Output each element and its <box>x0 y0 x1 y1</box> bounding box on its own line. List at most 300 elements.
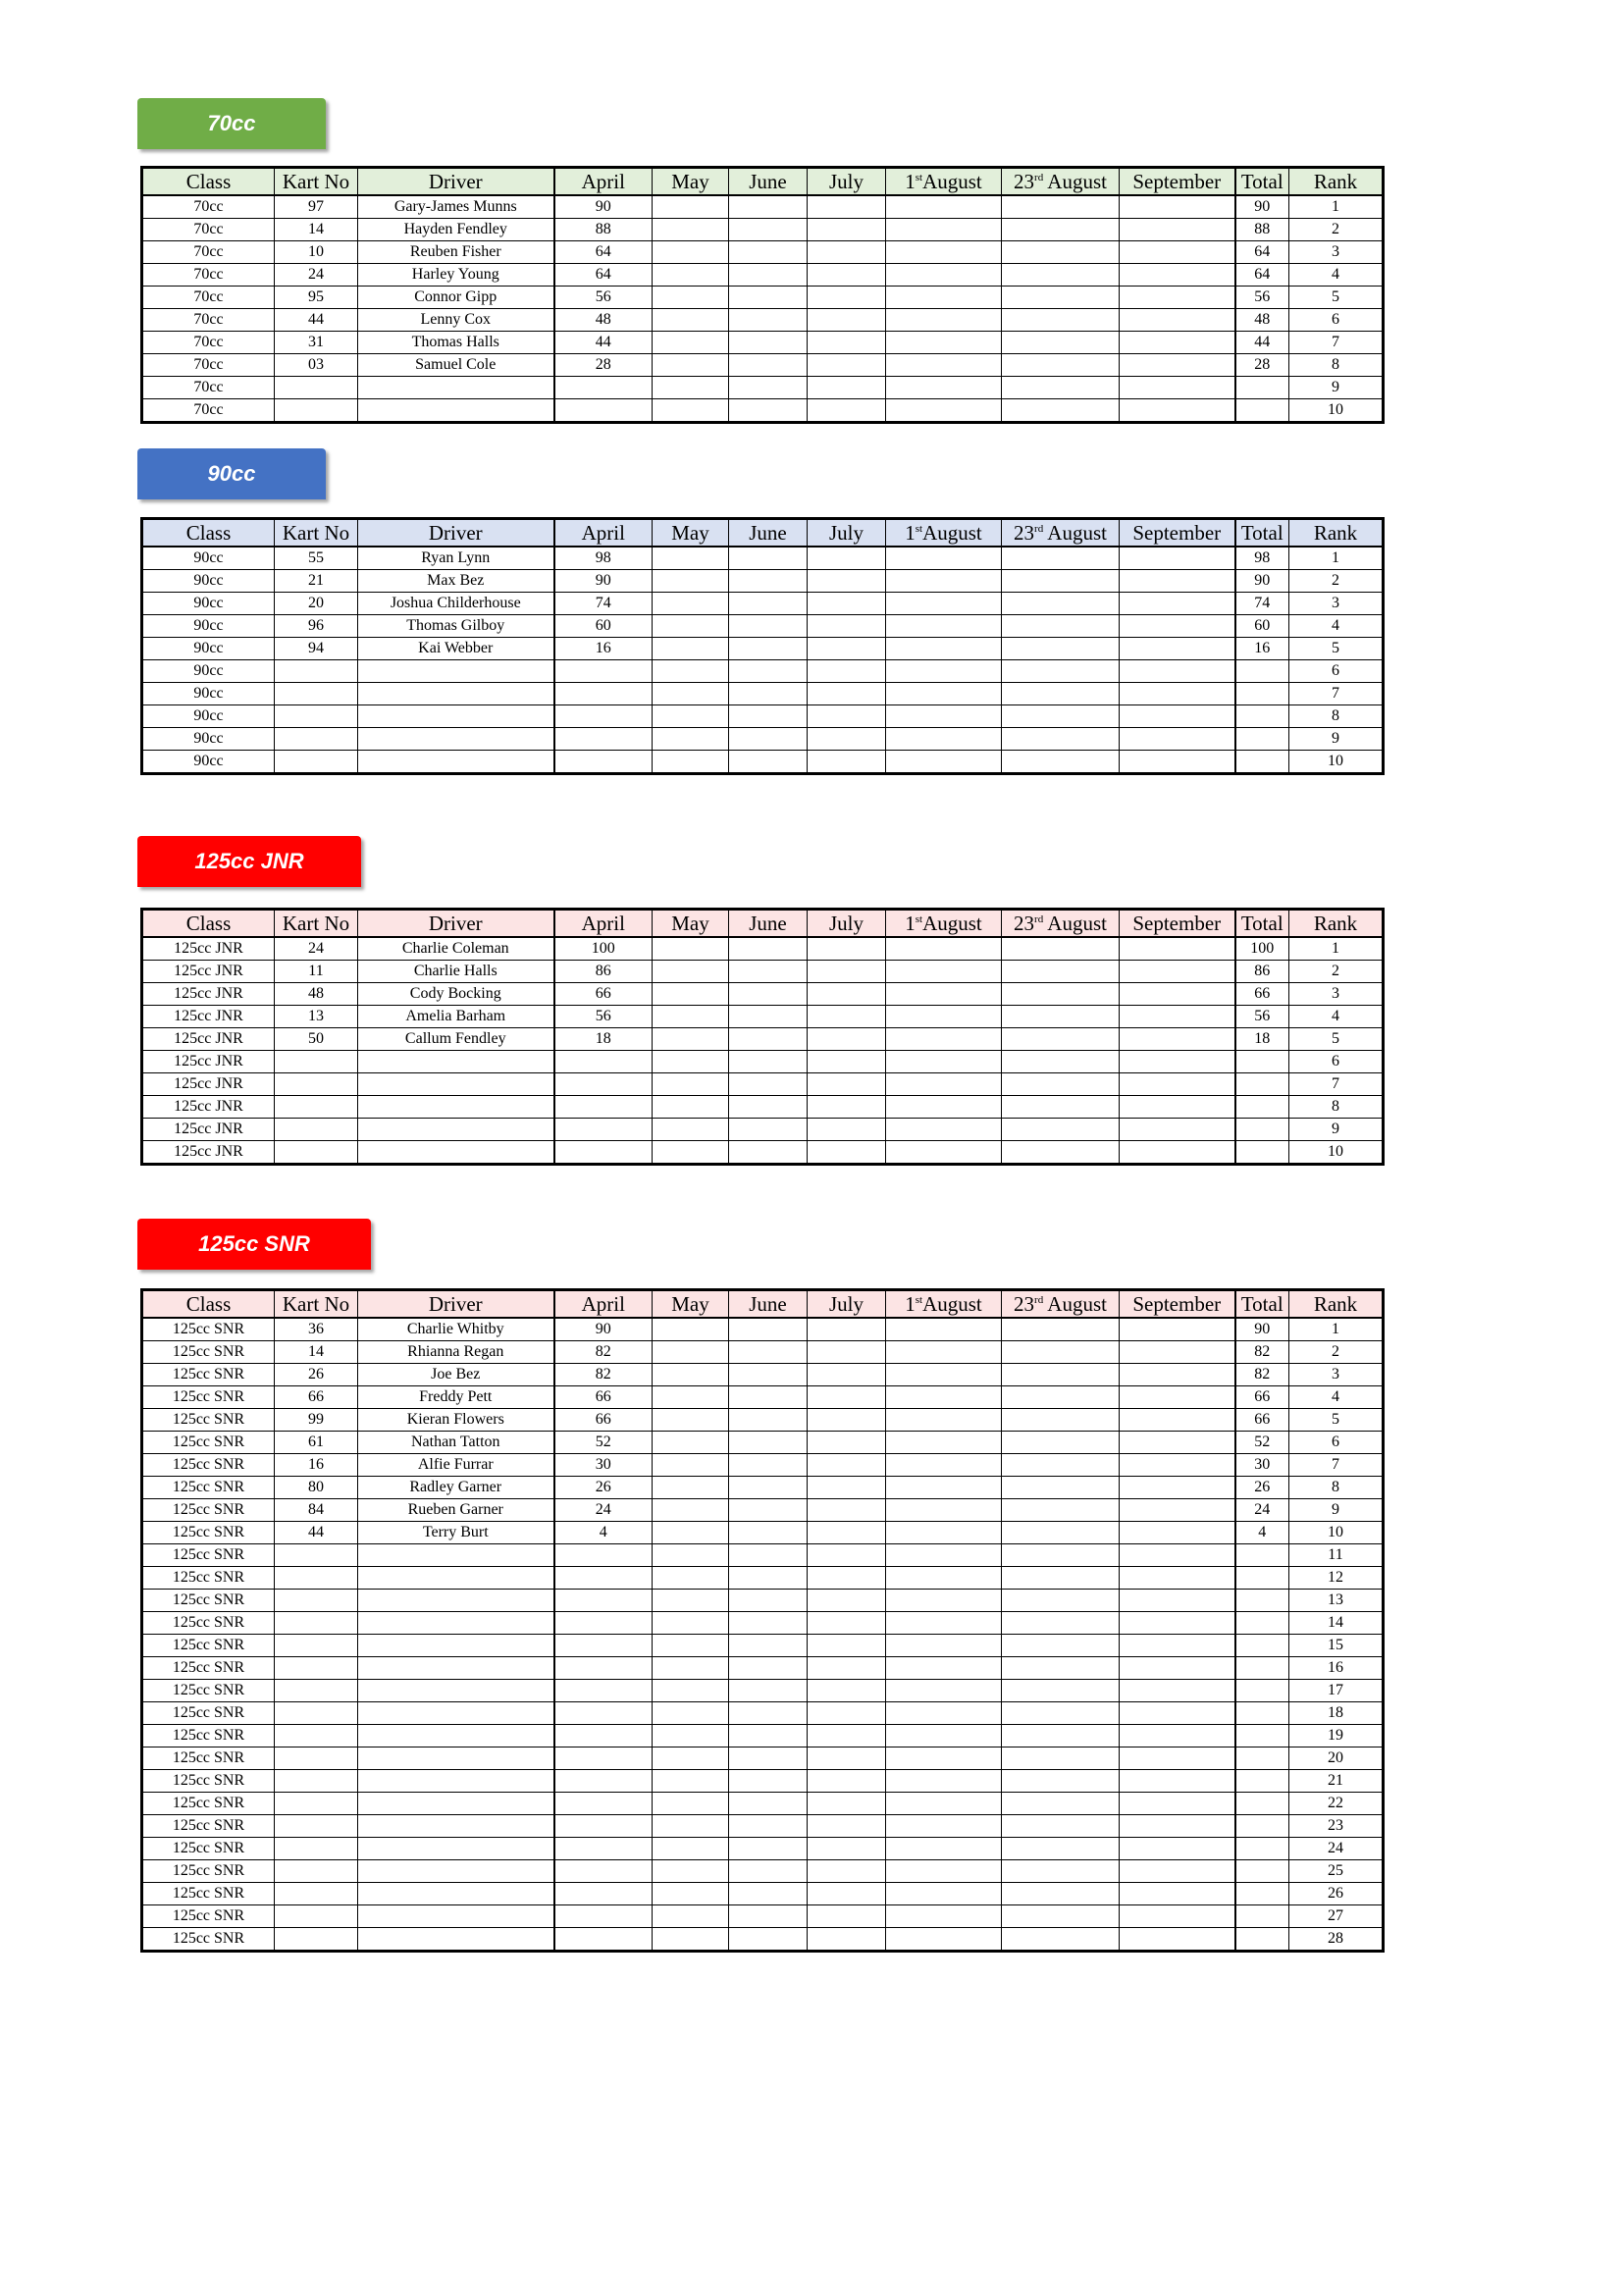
header-label: Driver <box>428 170 483 193</box>
may-cell <box>653 705 729 728</box>
june-cell <box>729 1522 808 1544</box>
driver-cell <box>358 1544 554 1567</box>
april-cell: 88 <box>554 219 653 241</box>
aug1-cell <box>886 1073 1002 1096</box>
class-cell: 125cc SNR <box>142 1905 275 1928</box>
june-cell <box>729 751 808 774</box>
total-cell <box>1235 1860 1289 1883</box>
june-cell <box>729 1635 808 1657</box>
header-label: July <box>828 521 864 545</box>
table-row <box>142 1567 1384 1590</box>
kart-no-cell: 10 <box>275 241 358 264</box>
rank-cell: 4 <box>1289 615 1384 638</box>
june-cell <box>729 683 808 705</box>
class-cell: 125cc SNR <box>142 1499 275 1522</box>
total-cell: 90 <box>1235 195 1289 219</box>
driver-cell <box>358 377 554 399</box>
september-cell <box>1120 309 1235 332</box>
aug1-cell <box>886 660 1002 683</box>
aug1-cell <box>886 1860 1002 1883</box>
july-cell <box>808 1770 886 1793</box>
rank-cell: 2 <box>1289 1341 1384 1364</box>
header-row <box>142 910 1384 938</box>
june-cell <box>729 354 808 377</box>
aug1-cell <box>886 1657 1002 1680</box>
aug1-cell <box>886 1318 1002 1341</box>
class-cell: 125cc SNR <box>142 1454 275 1477</box>
aug1-cell <box>886 377 1002 399</box>
april-cell <box>554 1635 653 1657</box>
september-cell <box>1120 1770 1235 1793</box>
header-label: June <box>749 170 787 193</box>
aug23-cell <box>1002 1119 1120 1141</box>
aug23-cell <box>1002 1860 1120 1883</box>
table-row <box>142 1409 1384 1432</box>
april-cell <box>554 399 653 423</box>
june-cell <box>729 1838 808 1860</box>
table-row <box>142 1770 1384 1793</box>
aug23-header <box>1002 910 1120 938</box>
june-cell <box>729 1119 808 1141</box>
april-cell <box>554 683 653 705</box>
kart-no-cell <box>275 1612 358 1635</box>
table-row <box>142 1612 1384 1635</box>
table-row <box>142 1028 1384 1051</box>
may-cell <box>653 961 729 983</box>
aug23-cell <box>1002 399 1120 423</box>
rank-cell: 26 <box>1289 1883 1384 1905</box>
driver-cell: Rueben Garner <box>358 1499 554 1522</box>
driver-cell: Ryan Lynn <box>358 547 554 570</box>
class-cell: 70cc <box>142 195 275 219</box>
kart-no-cell <box>275 1702 358 1725</box>
rank-cell: 3 <box>1289 983 1384 1006</box>
table-row <box>142 241 1384 264</box>
aug1-cell <box>886 1747 1002 1770</box>
kart-no-cell: 99 <box>275 1409 358 1432</box>
table-row <box>142 547 1384 570</box>
rank-cell: 13 <box>1289 1590 1384 1612</box>
class-cell: 125cc JNR <box>142 1051 275 1073</box>
driver-cell: Amelia Barham <box>358 1006 554 1028</box>
aug1-cell <box>886 1006 1002 1028</box>
july-cell <box>808 1522 886 1544</box>
driver-header <box>358 1290 554 1319</box>
header-label: May <box>671 1292 709 1316</box>
september-cell <box>1120 1590 1235 1612</box>
kart-no-cell: 97 <box>275 195 358 219</box>
july-cell <box>808 705 886 728</box>
april-cell <box>554 1725 653 1747</box>
results-table-125cc-snr <box>140 1288 1385 1953</box>
september-cell <box>1120 1073 1235 1096</box>
driver-cell <box>358 1905 554 1928</box>
aug1-cell <box>886 195 1002 219</box>
table-row <box>142 1432 1384 1454</box>
april-cell <box>554 1883 653 1905</box>
aug23-cell <box>1002 683 1120 705</box>
total-cell: 66 <box>1235 1386 1289 1409</box>
may-cell <box>653 1522 729 1544</box>
kart-no-cell <box>275 1635 358 1657</box>
class-cell: 125cc SNR <box>142 1318 275 1341</box>
aug1-cell <box>886 1364 1002 1386</box>
september-cell <box>1120 1612 1235 1635</box>
may-cell <box>653 1747 729 1770</box>
rank-cell: 25 <box>1289 1860 1384 1883</box>
table-row <box>142 1838 1384 1860</box>
aug23-cell <box>1002 264 1120 287</box>
july-cell <box>808 399 886 423</box>
aug23-header <box>1002 168 1120 196</box>
aug23-cell <box>1002 241 1120 264</box>
total-cell: 26 <box>1235 1477 1289 1499</box>
july-cell <box>808 1702 886 1725</box>
table-row <box>142 1341 1384 1364</box>
class-cell: 125cc SNR <box>142 1409 275 1432</box>
driver-cell: Thomas Halls <box>358 332 554 354</box>
september-cell <box>1120 1341 1235 1364</box>
section-title: 70cc <box>207 111 256 135</box>
total-cell <box>1235 1141 1289 1165</box>
total-cell: 52 <box>1235 1432 1289 1454</box>
may-cell <box>653 1612 729 1635</box>
aug23-cell <box>1002 1702 1120 1725</box>
september-cell <box>1120 1567 1235 1590</box>
class-cell: 90cc <box>142 547 275 570</box>
rank-cell: 15 <box>1289 1635 1384 1657</box>
september-cell <box>1120 1905 1235 1928</box>
driver-cell <box>358 1051 554 1073</box>
driver-cell: Rhianna Regan <box>358 1341 554 1364</box>
may-cell <box>653 1928 729 1952</box>
table-row <box>142 1793 1384 1815</box>
table-row <box>142 332 1384 354</box>
header-prefix: 1 <box>905 521 916 545</box>
june-cell <box>729 1657 808 1680</box>
aug1-cell <box>886 1432 1002 1454</box>
may-cell <box>653 1905 729 1928</box>
may-cell <box>653 309 729 332</box>
driver-cell <box>358 1815 554 1838</box>
aug23-cell <box>1002 660 1120 683</box>
kart-no-cell <box>275 1928 358 1952</box>
total-header <box>1235 168 1289 196</box>
header-label: June <box>749 912 787 935</box>
table-row <box>142 570 1384 593</box>
header-label: Rank <box>1313 521 1358 545</box>
june-cell <box>729 1341 808 1364</box>
driver-cell <box>358 1725 554 1747</box>
driver-cell <box>358 1096 554 1119</box>
header-ordinal: st <box>915 523 923 535</box>
rank-cell: 6 <box>1289 1051 1384 1073</box>
kart-no-cell: 14 <box>275 1341 358 1364</box>
may-cell <box>653 399 729 423</box>
september-cell <box>1120 1006 1235 1028</box>
table-row <box>142 1051 1384 1073</box>
class-cell: 90cc <box>142 751 275 774</box>
table-row <box>142 287 1384 309</box>
july-cell <box>808 1883 886 1905</box>
class-cell: 125cc SNR <box>142 1883 275 1905</box>
april-cell: 44 <box>554 332 653 354</box>
driver-cell <box>358 1567 554 1590</box>
driver-cell <box>358 1860 554 1883</box>
july-cell <box>808 1119 886 1141</box>
kart-no-cell: 94 <box>275 638 358 660</box>
april-header <box>554 519 653 548</box>
aug1-cell <box>886 751 1002 774</box>
class-cell: 125cc SNR <box>142 1544 275 1567</box>
september-cell <box>1120 615 1235 638</box>
july-cell <box>808 332 886 354</box>
rank-cell: 1 <box>1289 195 1384 219</box>
aug1-cell <box>886 983 1002 1006</box>
rank-cell: 23 <box>1289 1815 1384 1838</box>
may-cell <box>653 1477 729 1499</box>
class-cell: 125cc SNR <box>142 1680 275 1702</box>
aug1-cell <box>886 1119 1002 1141</box>
driver-header <box>358 168 554 196</box>
kart-no-header <box>275 910 358 938</box>
kart-no-cell <box>275 1905 358 1928</box>
driver-cell: Cody Bocking <box>358 983 554 1006</box>
april-cell: 74 <box>554 593 653 615</box>
header-prefix: 1 <box>905 1292 916 1316</box>
aug1-cell <box>886 1612 1002 1635</box>
july-cell <box>808 1612 886 1635</box>
kart-no-cell: 11 <box>275 961 358 983</box>
april-cell <box>554 1073 653 1096</box>
may-cell <box>653 1702 729 1725</box>
september-cell <box>1120 1928 1235 1952</box>
table-row <box>142 983 1384 1006</box>
aug1-cell <box>886 1341 1002 1364</box>
rank-cell: 9 <box>1289 377 1384 399</box>
july-cell <box>808 1657 886 1680</box>
aug1-cell <box>886 1905 1002 1928</box>
header-label: Total <box>1240 912 1283 935</box>
section-tab-125cc-jnr <box>137 836 361 887</box>
aug1-cell <box>886 1702 1002 1725</box>
aug1-cell <box>886 1096 1002 1119</box>
july-header <box>808 1290 886 1319</box>
kart-no-cell <box>275 1770 358 1793</box>
rank-cell: 18 <box>1289 1702 1384 1725</box>
kart-no-cell <box>275 1657 358 1680</box>
april-cell: 90 <box>554 195 653 219</box>
rank-cell: 1 <box>1289 937 1384 961</box>
class-cell: 70cc <box>142 399 275 423</box>
aug23-cell <box>1002 1770 1120 1793</box>
class-header <box>142 1290 275 1319</box>
september-cell <box>1120 961 1235 983</box>
total-cell <box>1235 1905 1289 1928</box>
may-cell <box>653 937 729 961</box>
header-prefix: 1 <box>905 912 916 935</box>
class-cell: 70cc <box>142 241 275 264</box>
aug23-cell <box>1002 195 1120 219</box>
kart-no-cell <box>275 1838 358 1860</box>
september-cell <box>1120 1409 1235 1432</box>
header-prefix: 23 <box>1014 1292 1035 1316</box>
june-cell <box>729 1006 808 1028</box>
rank-cell: 1 <box>1289 547 1384 570</box>
rank-cell: 12 <box>1289 1567 1384 1590</box>
section-tab-125cc-snr <box>137 1219 371 1270</box>
kart-no-cell: 24 <box>275 264 358 287</box>
kart-no-cell: 13 <box>275 1006 358 1028</box>
class-cell: 125cc JNR <box>142 1096 275 1119</box>
july-cell <box>808 1793 886 1815</box>
header-label: Class <box>185 170 232 193</box>
july-cell <box>808 1499 886 1522</box>
rank-cell: 14 <box>1289 1612 1384 1635</box>
total-cell: 66 <box>1235 983 1289 1006</box>
aug23-cell <box>1002 751 1120 774</box>
header-label: August <box>922 521 982 545</box>
may-cell <box>653 287 729 309</box>
aug23-cell <box>1002 1905 1120 1928</box>
july-cell <box>808 683 886 705</box>
september-cell <box>1120 570 1235 593</box>
september-cell <box>1120 1860 1235 1883</box>
june-cell <box>729 287 808 309</box>
header-label: Kart No <box>282 912 350 935</box>
total-cell <box>1235 399 1289 423</box>
may-cell <box>653 241 729 264</box>
table-row <box>142 1725 1384 1747</box>
rank-cell: 9 <box>1289 1119 1384 1141</box>
july-cell <box>808 1073 886 1096</box>
rank-cell: 16 <box>1289 1657 1384 1680</box>
september-cell <box>1120 1364 1235 1386</box>
aug23-cell <box>1002 377 1120 399</box>
driver-cell <box>358 751 554 774</box>
header-label: Rank <box>1313 912 1358 935</box>
kart-no-cell: 66 <box>275 1386 358 1409</box>
class-cell: 90cc <box>142 728 275 751</box>
kart-no-cell: 50 <box>275 1028 358 1051</box>
rank-cell: 6 <box>1289 1432 1384 1454</box>
july-cell <box>808 1096 886 1119</box>
aug1-cell <box>886 1590 1002 1612</box>
june-cell <box>729 1680 808 1702</box>
september-cell <box>1120 683 1235 705</box>
class-cell: 125cc SNR <box>142 1793 275 1815</box>
kart-no-cell: 03 <box>275 354 358 377</box>
class-cell: 125cc SNR <box>142 1432 275 1454</box>
september-cell <box>1120 1883 1235 1905</box>
driver-cell <box>358 1793 554 1815</box>
september-cell <box>1120 1432 1235 1454</box>
class-header <box>142 519 275 548</box>
rank-cell: 8 <box>1289 1096 1384 1119</box>
september-cell <box>1120 354 1235 377</box>
total-cell: 74 <box>1235 593 1289 615</box>
table-row <box>142 1141 1384 1165</box>
aug23-cell <box>1002 287 1120 309</box>
total-cell: 88 <box>1235 219 1289 241</box>
april-cell <box>554 1928 653 1952</box>
april-cell: 60 <box>554 615 653 638</box>
september-cell <box>1120 1477 1235 1499</box>
table-row <box>142 264 1384 287</box>
aug23-cell <box>1002 1680 1120 1702</box>
table-row <box>142 1657 1384 1680</box>
table-row <box>142 1635 1384 1657</box>
september-cell <box>1120 1522 1235 1544</box>
april-cell <box>554 1702 653 1725</box>
driver-cell: Harley Young <box>358 264 554 287</box>
aug1-cell <box>886 287 1002 309</box>
class-cell: 125cc SNR <box>142 1860 275 1883</box>
june-cell <box>729 615 808 638</box>
july-cell <box>808 593 886 615</box>
results-table-70cc <box>140 166 1385 424</box>
class-cell: 70cc <box>142 264 275 287</box>
september-cell <box>1120 195 1235 219</box>
total-cell <box>1235 1815 1289 1838</box>
april-cell <box>554 1815 653 1838</box>
driver-cell: Charlie Whitby <box>358 1318 554 1341</box>
september-cell <box>1120 332 1235 354</box>
results-table-125cc-jnr <box>140 908 1385 1166</box>
april-cell <box>554 1590 653 1612</box>
total-cell: 98 <box>1235 547 1289 570</box>
class-cell: 90cc <box>142 683 275 705</box>
rank-cell: 27 <box>1289 1905 1384 1928</box>
class-cell: 125cc JNR <box>142 1119 275 1141</box>
total-cell <box>1235 728 1289 751</box>
july-cell <box>808 1725 886 1747</box>
aug23-cell <box>1002 1096 1120 1119</box>
header-label: Kart No <box>282 170 350 193</box>
rank-cell: 9 <box>1289 1499 1384 1522</box>
aug23-cell <box>1002 615 1120 638</box>
class-cell: 125cc JNR <box>142 983 275 1006</box>
driver-cell: Thomas Gilboy <box>358 615 554 638</box>
rank-cell: 2 <box>1289 570 1384 593</box>
july-cell <box>808 377 886 399</box>
may-cell <box>653 660 729 683</box>
total-cell <box>1235 1793 1289 1815</box>
july-cell <box>808 1860 886 1883</box>
june-cell <box>729 1793 808 1815</box>
total-cell: 82 <box>1235 1364 1289 1386</box>
header-label: April <box>581 912 625 935</box>
total-cell: 24 <box>1235 1499 1289 1522</box>
total-cell <box>1235 1747 1289 1770</box>
september-cell <box>1120 1386 1235 1409</box>
september-cell <box>1120 1454 1235 1477</box>
driver-cell <box>358 1119 554 1141</box>
june-cell <box>729 1567 808 1590</box>
june-cell <box>729 1905 808 1928</box>
aug23-cell <box>1002 1838 1120 1860</box>
table-row <box>142 1073 1384 1096</box>
class-cell: 125cc JNR <box>142 1028 275 1051</box>
table-row <box>142 1119 1384 1141</box>
total-cell <box>1235 683 1289 705</box>
kart-no-cell <box>275 728 358 751</box>
aug1-cell <box>886 1883 1002 1905</box>
may-cell <box>653 195 729 219</box>
july-header <box>808 519 886 548</box>
aug1-cell <box>886 1544 1002 1567</box>
july-cell <box>808 615 886 638</box>
